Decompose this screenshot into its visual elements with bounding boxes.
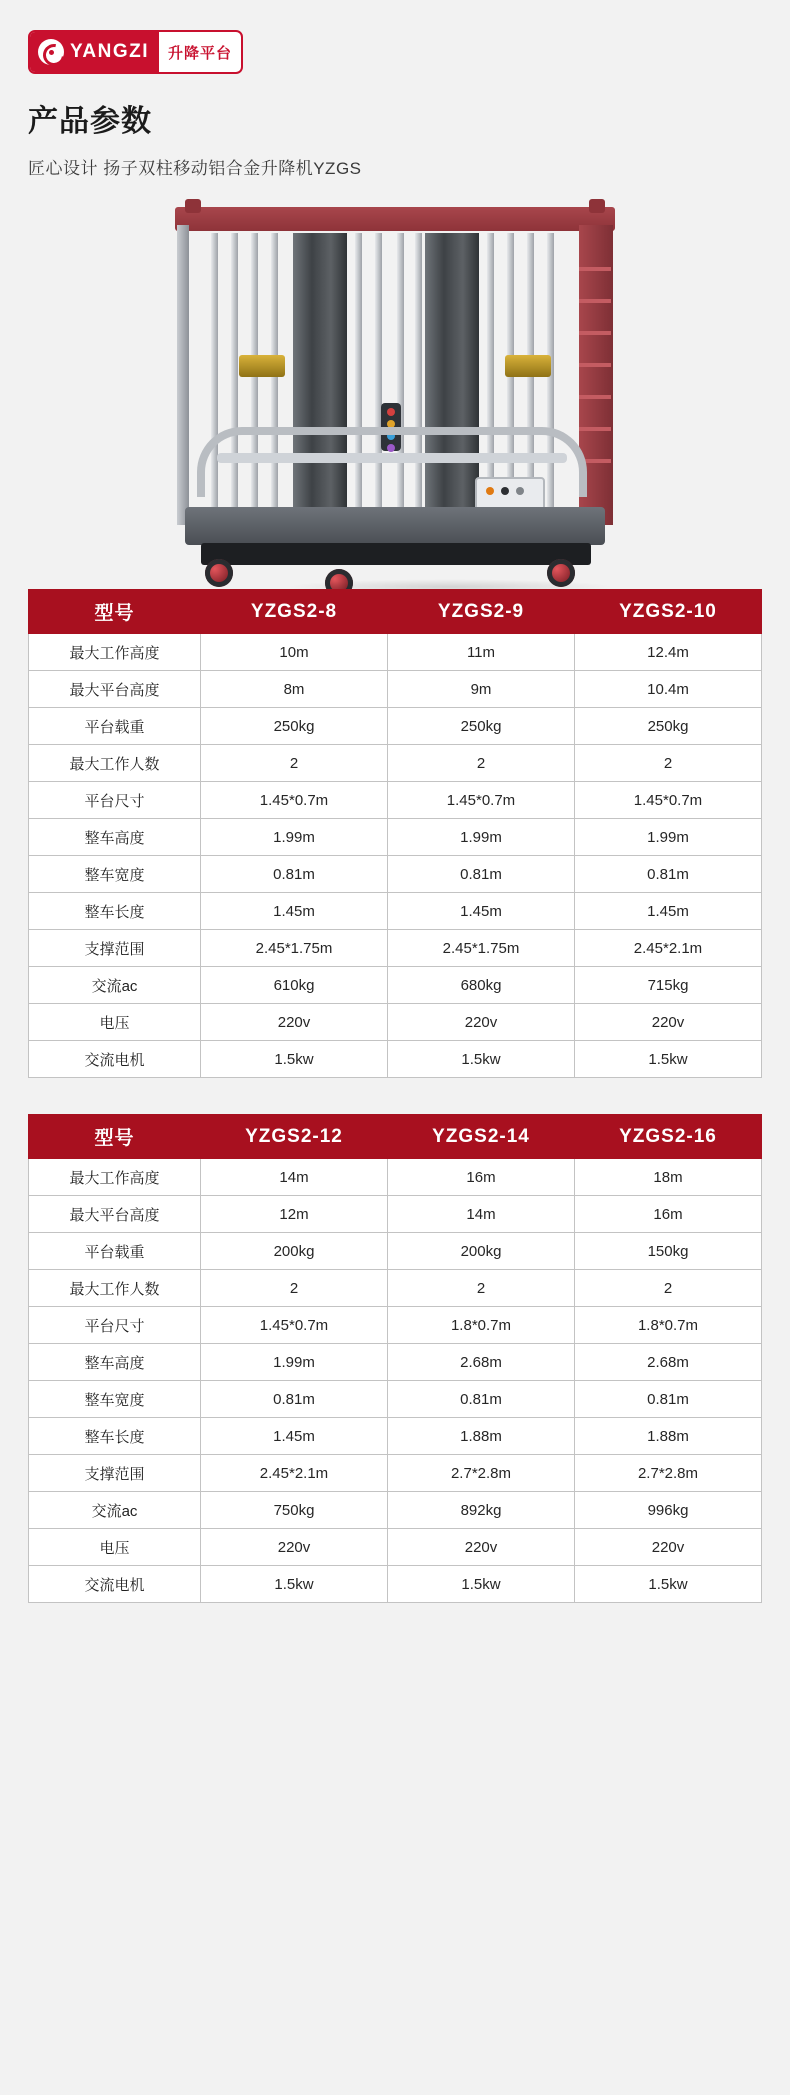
caster-wheel [205,559,233,587]
row-value: 1.5kw [201,1566,388,1603]
control-knob-grey-icon [516,487,524,495]
row-value: 220v [575,1004,762,1041]
row-value: 1.45m [575,893,762,930]
row-value: 12m [201,1196,388,1233]
row-value: 10.4m [575,671,762,708]
brand-logo-wrapper [0,0,790,74]
brand-logo [28,30,243,74]
row-value: 220v [201,1004,388,1041]
table-row [29,1381,762,1418]
spec-table-2-header-model: 型号 [29,1115,201,1159]
row-label: 交流电机 [29,1566,201,1603]
row-label: 最大工作人数 [29,1270,201,1307]
row-value: 0.81m [201,1381,388,1418]
ground-shadow [285,579,615,589]
brand-logo-left [30,32,159,72]
ladder-rung [579,299,611,303]
row-value: 2 [201,745,388,782]
table-row [29,893,762,930]
row-value: 2 [388,745,575,782]
table-row [29,1196,762,1233]
row-value: 14m [201,1159,388,1196]
row-label: 整车高度 [29,819,201,856]
control-knob-black-icon [501,487,509,495]
row-value: 250kg [388,708,575,745]
row-value: 2.45*1.75m [201,930,388,967]
row-value: 2.7*2.8m [575,1455,762,1492]
row-value: 892kg [388,1492,575,1529]
spec-table-1 [28,589,762,1078]
row-value: 2.45*2.1m [575,930,762,967]
row-label: 最大平台高度 [29,671,201,708]
row-value: 150kg [575,1233,762,1270]
row-value: 2.45*1.75m [388,930,575,967]
row-label: 交流ac [29,1492,201,1529]
row-value: 2 [388,1270,575,1307]
table-row [29,1233,762,1270]
machine-top-frame [175,207,615,231]
table-row [29,1159,762,1196]
spec-table-2 [28,1114,762,1603]
row-value: 250kg [575,708,762,745]
table-row [29,782,762,819]
row-value: 250kg [201,708,388,745]
spec-table-2-header-col2: YZGS2-14 [388,1115,575,1159]
row-value: 220v [575,1529,762,1566]
row-label: 交流电机 [29,1041,201,1078]
row-value: 8m [201,671,388,708]
row-label: 平台尺寸 [29,1307,201,1344]
page-title: 产品参数 [28,105,152,138]
row-value: 2.68m [388,1344,575,1381]
table-row [29,1270,762,1307]
row-value: 12.4m [575,634,762,671]
row-value: 2 [201,1270,388,1307]
row-label: 最大工作高度 [29,1159,201,1196]
table-row [29,856,762,893]
control-knob-orange-icon [486,487,494,495]
control-box [475,477,545,511]
row-value: 2.68m [575,1344,762,1381]
row-value: 0.81m [201,856,388,893]
row-value: 1.45*0.7m [201,782,388,819]
row-value: 2.7*2.8m [388,1455,575,1492]
row-label: 最大平台高度 [29,1196,201,1233]
spec-table-1-header-model: 型号 [29,590,201,634]
spec-table-2-header-row [29,1115,762,1159]
row-value: 715kg [575,967,762,1004]
row-value: 1.8*0.7m [388,1307,575,1344]
row-value: 0.81m [575,856,762,893]
row-value: 1.45*0.7m [201,1307,388,1344]
row-label: 平台尺寸 [29,782,201,819]
row-value: 0.81m [575,1381,762,1418]
row-value: 14m [388,1196,575,1233]
row-value: 200kg [388,1233,575,1270]
row-value: 10m [201,634,388,671]
lift-machine-illustration [175,207,615,577]
row-value: 0.81m [388,1381,575,1418]
row-value: 1.45m [201,893,388,930]
row-value: 1.99m [201,1344,388,1381]
row-value: 610kg [201,967,388,1004]
table-row [29,1418,762,1455]
table-row [29,1492,762,1529]
table-row [29,1004,762,1041]
row-label: 电压 [29,1004,201,1041]
ladder-rung [579,267,611,271]
page-subtitle: 匠心设计 扬子双柱移动铝合金升降机YZGS [28,159,362,178]
table-row [29,708,762,745]
table-row [29,1041,762,1078]
platform-floor [217,453,567,463]
row-value: 1.99m [201,819,388,856]
table-row [29,1455,762,1492]
spec-table-1-header-col1: YZGS2-8 [201,590,388,634]
table-row [29,930,762,967]
row-label: 最大工作高度 [29,634,201,671]
row-value: 1.5kw [388,1041,575,1078]
row-value: 1.99m [575,819,762,856]
row-value: 200kg [201,1233,388,1270]
row-value: 1.8*0.7m [575,1307,762,1344]
row-value: 18m [575,1159,762,1196]
row-value: 1.45*0.7m [388,782,575,819]
hydraulic-unit-left [239,355,285,377]
machine-base-plate [201,543,591,565]
spec-table-2-header-col1: YZGS2-12 [201,1115,388,1159]
row-value: 1.45*0.7m [575,782,762,819]
row-label: 整车宽度 [29,1381,201,1418]
row-value: 16m [575,1196,762,1233]
table-row [29,671,762,708]
table-row [29,1566,762,1603]
row-value: 220v [388,1529,575,1566]
table-row [29,1307,762,1344]
spec-table-1-header-col3: YZGS2-10 [575,590,762,634]
row-label: 整车宽度 [29,856,201,893]
ladder-rung [579,331,611,335]
ladder-rung [579,363,611,367]
row-value: 220v [201,1529,388,1566]
row-value: 1.5kw [201,1041,388,1078]
row-value: 2 [575,1270,762,1307]
row-value: 11m [388,634,575,671]
spec-table-1-header-col2: YZGS2-9 [388,590,575,634]
table-row [29,745,762,782]
row-value: 1.5kw [575,1041,762,1078]
row-value: 1.5kw [388,1566,575,1603]
row-value: 1.45m [388,893,575,930]
brand-logo-word: YANGZI [70,41,150,62]
spec-table-2-header-col3: YZGS2-16 [575,1115,762,1159]
product-hero-image [0,189,790,589]
row-value: 996kg [575,1492,762,1529]
row-value: 1.88m [575,1418,762,1455]
row-label: 最大工作人数 [29,745,201,782]
row-value: 2 [575,745,762,782]
row-label: 平台载重 [29,708,201,745]
row-label: 电压 [29,1529,201,1566]
brand-logo-tag: 升降平台 [168,44,233,62]
hydraulic-unit-right [505,355,551,377]
row-label: 整车长度 [29,1418,201,1455]
table-row [29,1344,762,1381]
row-value: 220v [388,1004,575,1041]
row-label: 支撑范围 [29,1455,201,1492]
table-row [29,819,762,856]
row-value: 2.45*2.1m [201,1455,388,1492]
row-value: 750kg [201,1492,388,1529]
row-value: 16m [388,1159,575,1196]
machine-left-post [177,225,189,525]
row-value: 1.88m [388,1418,575,1455]
yangzi-circle-logo-icon [38,39,64,65]
row-value: 680kg [388,967,575,1004]
row-value: 1.5kw [575,1566,762,1603]
row-label: 整车长度 [29,893,201,930]
row-value: 9m [388,671,575,708]
row-value: 1.99m [388,819,575,856]
row-label: 交流ac [29,967,201,1004]
ladder-rung [579,427,611,431]
row-label: 支撑范围 [29,930,201,967]
row-value: 0.81m [388,856,575,893]
table-row [29,967,762,1004]
table-row [29,634,762,671]
row-label: 整车高度 [29,1344,201,1381]
row-value: 1.45m [201,1418,388,1455]
machine-chassis [185,507,605,545]
table-row [29,1529,762,1566]
ladder-rung [579,395,611,399]
spec-table-1-header-row [29,590,762,634]
row-label: 平台载重 [29,1233,201,1270]
